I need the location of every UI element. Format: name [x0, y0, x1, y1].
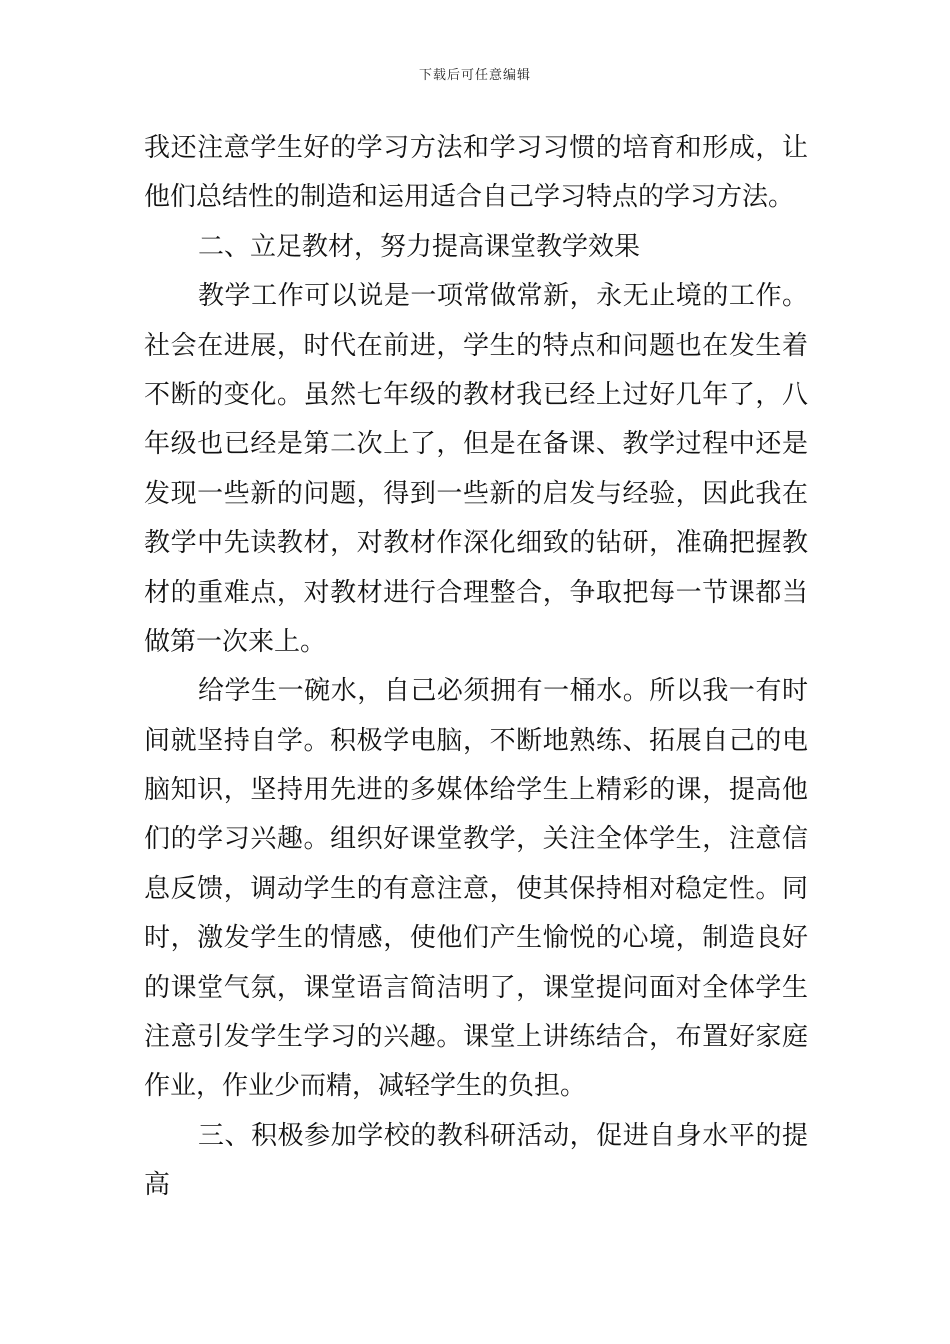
text-line: 间就坚持自学。积极学电脑，不断地熟练、拓展自己的电 — [144, 725, 808, 756]
text-line: 的课堂气氛，课堂语言简洁明了，课堂提问面对全体学生 — [144, 972, 808, 1003]
text-line: 材的重难点，对教材进行合理整合，争取把每一节课都当 — [144, 577, 808, 608]
text-line: 社会在进展，时代在前进，学生的特点和问题也在发生着 — [144, 330, 808, 361]
text-line: 不断的变化。虽然七年级的教材我已经上过好几年了，八 — [144, 379, 808, 410]
text-line: 注意引发学生学习的兴趣。课堂上讲练结合，布置好家庭 — [144, 1022, 808, 1053]
text-line: 他们总结性的制造和运用适合自己学习特点的学习方法。 — [144, 182, 795, 213]
text-line: 们的学习兴趣。组织好课堂教学，关注全体学生，注意信 — [144, 824, 808, 855]
text-line: 年级也已经是第二次上了，但是在备课、教学过程中还是 — [144, 429, 808, 460]
text-line: 给学生一碗水，自己必须拥有一桶水。所以我一有时 — [198, 676, 808, 707]
text-line: 我还注意学生好的学习方法和学习习惯的培育和形成，让 — [144, 133, 808, 163]
section-heading: 三、积极参加学校的教科研活动，促进自身水平的提 — [198, 1120, 808, 1151]
text-line: 做第一次来上。 — [144, 626, 327, 657]
text-line: 发现一些新的问题，得到一些新的启发与经验，因此我在 — [144, 478, 808, 509]
text-line: 息反馈，调动学生的有意注意，使其保持相对稳定性。同 — [144, 873, 808, 904]
body-text — [144, 124, 808, 1211]
section-heading-continued: 高 — [144, 1170, 171, 1201]
text-line: 脑知识，坚持用先进的多媒体给学生上精彩的课，提高他 — [144, 775, 808, 806]
header-note: 下载后可任意编辑 — [418, 68, 531, 83]
text-line: 作业，作业少而精，减轻学生的负担。 — [144, 1071, 587, 1102]
section-heading: 二、立足教材，努力提高课堂教学效果 — [198, 231, 641, 262]
text-line: 教学中先读教材，对教材作深化细致的钻研，准确把握教 — [144, 528, 808, 559]
text-line: 时，激发学生的情感，使他们产生愉悦的心境，制造良好 — [144, 923, 808, 954]
text-line: 教学工作可以说是一项常做常新，永无止境的工作。 — [198, 281, 808, 312]
